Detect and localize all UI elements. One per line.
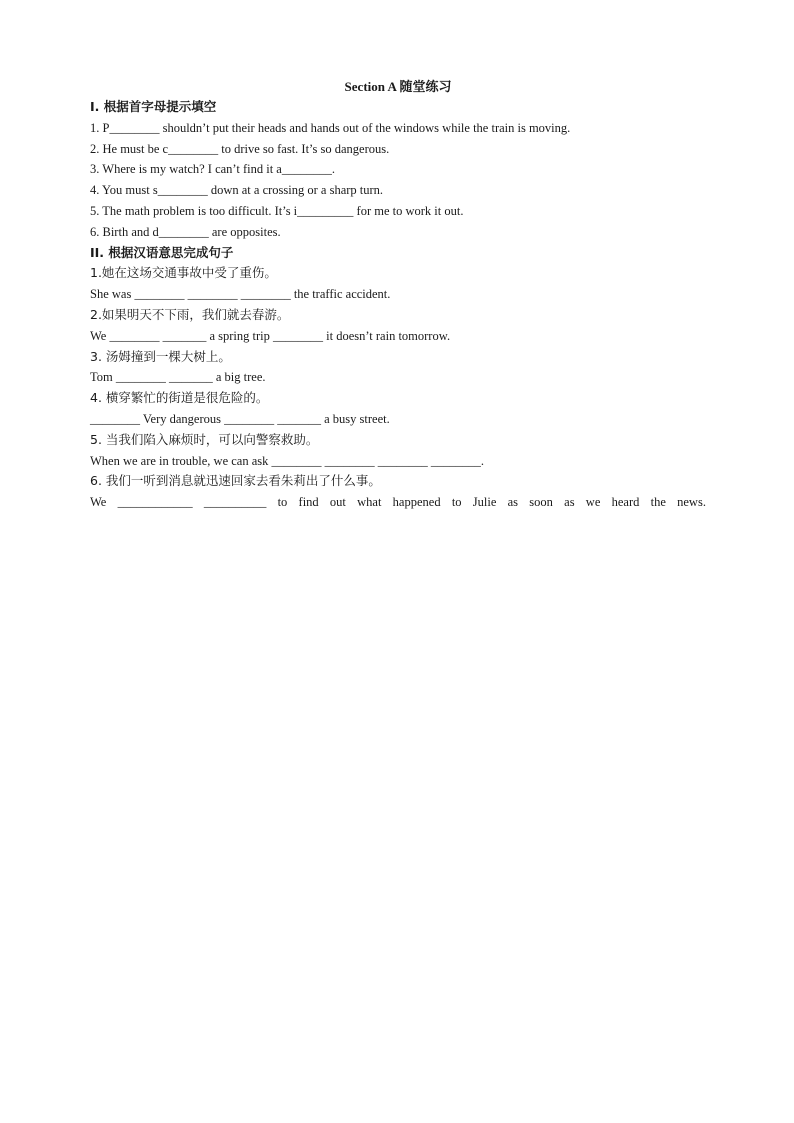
word: news. bbox=[677, 495, 706, 510]
part1-item-4: 4. You must s________ down at a crossing or a sharp turn. bbox=[90, 183, 384, 198]
page-title: Section A 随堂练习 bbox=[344, 79, 452, 94]
word: out bbox=[329, 495, 346, 510]
part2-item-6-chinese: 6. 我们一听到消息就迅速回家去看朱莉出了什么事。 bbox=[90, 473, 381, 489]
word: find bbox=[298, 495, 319, 510]
answer-blank: ____________ bbox=[117, 495, 193, 510]
part2-item-6-english bbox=[90, 492, 706, 513]
part2-item-1-chinese: 1.她在这场交通事故中受了重伤。 bbox=[90, 265, 277, 281]
part1-item-2: 2. He must be c________ to drive so fast. It’s so dangerous. bbox=[90, 141, 390, 156]
part2-item-5-chinese: 5. 当我们陷入麻烦时，可以向警察救助。 bbox=[90, 431, 319, 447]
word: Julie bbox=[472, 495, 497, 510]
word: soon bbox=[529, 495, 553, 510]
word: we bbox=[585, 495, 601, 510]
word: to bbox=[277, 495, 288, 510]
part1-item-6: 6. Birth and d________ are opposites. bbox=[90, 224, 281, 239]
word: as bbox=[507, 495, 519, 510]
worksheet-page bbox=[90, 77, 706, 513]
part2-item-2-english: We ________ _______ a spring trip ________ it doesn’t rain tomorrow. bbox=[90, 328, 451, 343]
part2-item-4-english: ________ Very dangerous ________ _______ a busy street. bbox=[90, 411, 390, 426]
part1-heading: I. 根据首字母提示填空 bbox=[90, 99, 217, 114]
word: heard bbox=[611, 495, 640, 510]
word: We bbox=[90, 495, 107, 510]
answer-blank: __________ bbox=[203, 495, 267, 510]
part2-heading: II. 根据汉语意思完成句子 bbox=[90, 244, 234, 260]
part2-item-3-english: Tom ________ _______ a big tree. bbox=[90, 370, 266, 385]
part2-item-1-english: She was ________ ________ ________ the traffic accident. bbox=[90, 287, 391, 302]
part1-item-3: 3. Where is my watch? I can’t find it a________. bbox=[90, 162, 335, 177]
part2-item-2-chinese: 2.如果明天不下雨，我们就去春游。 bbox=[90, 306, 290, 322]
part1-item-5: 5. The math problem is too difficult. It’s i_________ for me to work it out. bbox=[90, 203, 464, 218]
word: to bbox=[451, 495, 462, 510]
part2-item-4-chinese: 4. 横穿繁忙的街道是很危险的。 bbox=[90, 390, 269, 406]
part2-item-3-chinese: 3. 汤姆撞到一棵大树上。 bbox=[90, 348, 231, 364]
word: as bbox=[564, 495, 575, 510]
part2-item-5-english: When we are in trouble, we can ask ________ ________ ________ ________. bbox=[90, 453, 485, 468]
word: happened bbox=[392, 495, 441, 510]
word: what bbox=[357, 495, 382, 510]
part1-item-1: 1. P________ shouldn’t put their heads and hands out of the windows while the train is moving. bbox=[90, 120, 571, 135]
word: the bbox=[650, 495, 666, 510]
